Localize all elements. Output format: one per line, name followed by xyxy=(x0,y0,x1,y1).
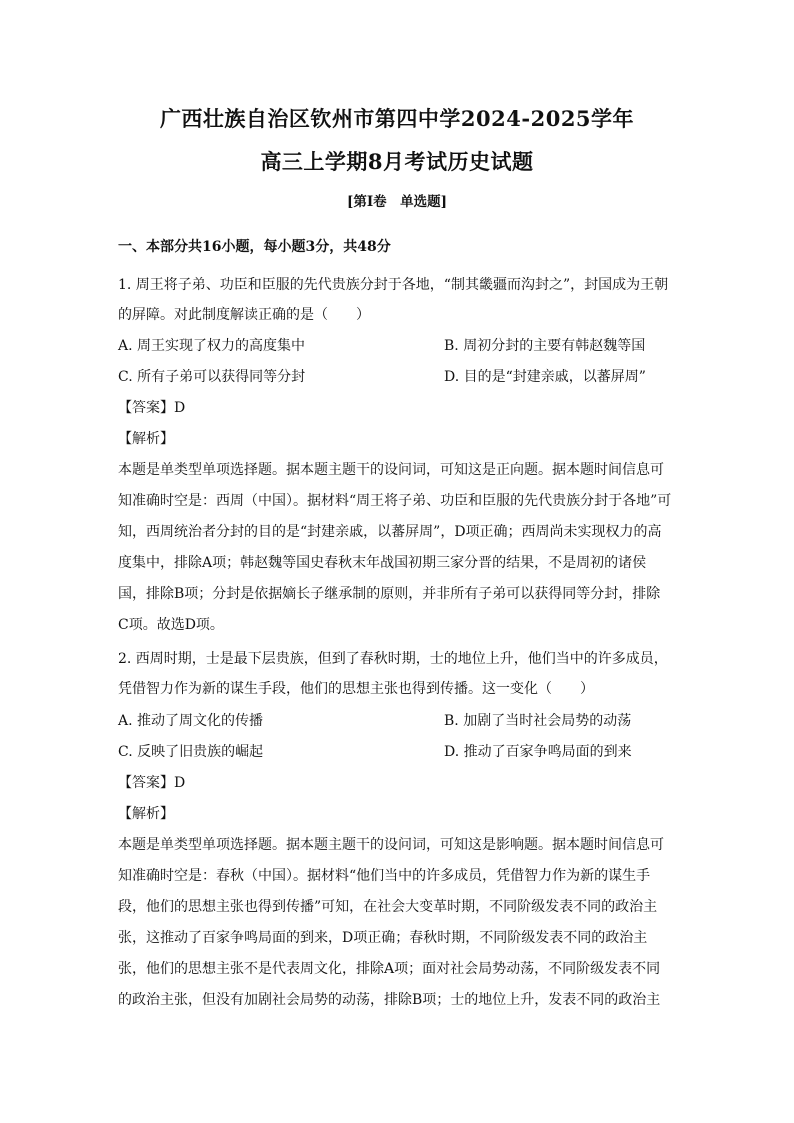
q1-stem-line-1: 1. 周王将子弟、功臣和臣服的先代贵族分封于各地，“制其畿疆而沟封之”，封国成为王朝 xyxy=(118,277,669,293)
q2-analysis-line: 知准确时空是：春秋（中国）。据材料“他们当中的许多成员，凭借智力作为新的谋生手 xyxy=(118,868,651,884)
q1-analysis-line: 知准确时空是：西周（中国）。据材料“周王将子弟、功臣和臣服的先代贵族分封于各地”可 xyxy=(118,493,672,509)
q2-analysis-line: 本题是单类型单项选择题。据本题主题干的设问词，可知这是影响题。据本题时间信息可 xyxy=(118,837,664,853)
exam-title-line-1: 广西壮族自治区钦州市第四中学2024-2025学年 xyxy=(159,106,635,131)
exam-title-line-2: 高三上学期8月考试历史试题 xyxy=(260,149,534,174)
q1-analysis-label: 【解析】 xyxy=(118,431,174,447)
q1-option-c: C. 所有子弟可以获得同等分封 xyxy=(118,369,306,385)
q2-analysis-line: 的政治主张，但没有加剧社会局势的动荡，排除B项；士的地位上升，发表不同的政治主 xyxy=(118,992,661,1008)
q1-answer: 【答案】D xyxy=(118,400,186,416)
q1-option-b: B. 周初分封的主要有韩赵魏等国 xyxy=(444,338,646,354)
q1-analysis-line: C项。故选D项。 xyxy=(118,617,224,633)
q2-stem-line-2: 凭借智力作为新的谋生手段，他们的思想主张也得到传播。这一变化（ ） xyxy=(118,681,594,697)
q1-analysis-line: 国，排除B项；分封是依据嫡长子继承制的原则，并非所有子弟可以获得同等分封，排除 xyxy=(118,586,661,602)
section-label: [第I卷 单选题] xyxy=(346,194,448,210)
q1-option-d: D. 目的是“封建亲戚，以蕃屏周” xyxy=(444,369,646,385)
q2-option-b: B. 加剧了当时社会局势的动荡 xyxy=(444,713,632,729)
q2-answer: 【答案】D xyxy=(118,775,186,791)
q1-analysis-line: 度集中，排除A项；韩赵魏等国史春秋末年战国初期三家分晋的结果，不是周初的诸侯 xyxy=(118,555,647,571)
q1-option-a: A. 周王实现了权力的高度集中 xyxy=(118,338,306,354)
q1-analysis-line: 本题是单类型单项选择题。据本题主题干的设问词，可知这是正向题。据本题时间信息可 xyxy=(118,462,664,478)
part-heading: 一、本部分共16小题，每小题3分，共48分 xyxy=(118,239,391,255)
q1-stem-line-2: 的屏障。对此制度解读正确的是（ ） xyxy=(118,307,370,323)
q2-analysis-line: 张，这推动了百家争鸣局面的到来，D项正确；春秋时期，不同阶级发表不同的政治主 xyxy=(118,930,648,946)
q1-analysis-line: 知，西周统治者分封的目的是“封建亲戚，以蕃屏周”，D项正确；西周尚未实现权力的高 xyxy=(118,524,662,540)
q2-analysis-label: 【解析】 xyxy=(118,806,174,822)
q2-option-a: A. 推动了周文化的传播 xyxy=(118,713,264,729)
q2-analysis-line: 张，他们的思想主张不是代表周文化，排除A项；面对社会局势动荡，不同阶级发表不同 xyxy=(118,961,661,977)
q2-option-c: C. 反映了旧贵族的崛起 xyxy=(118,744,264,760)
q2-analysis-line: 段，他们的思想主张也得到传播”可知，在社会大变革时期，不同阶级发表不同的政治主 xyxy=(118,899,658,915)
q2-stem-line-1: 2. 西周时期，士是最下层贵族，但到了春秋时期，士的地位上升，他们当中的许多成员， xyxy=(118,651,668,667)
q2-option-d: D. 推动了百家争鸣局面的到来 xyxy=(444,744,632,760)
